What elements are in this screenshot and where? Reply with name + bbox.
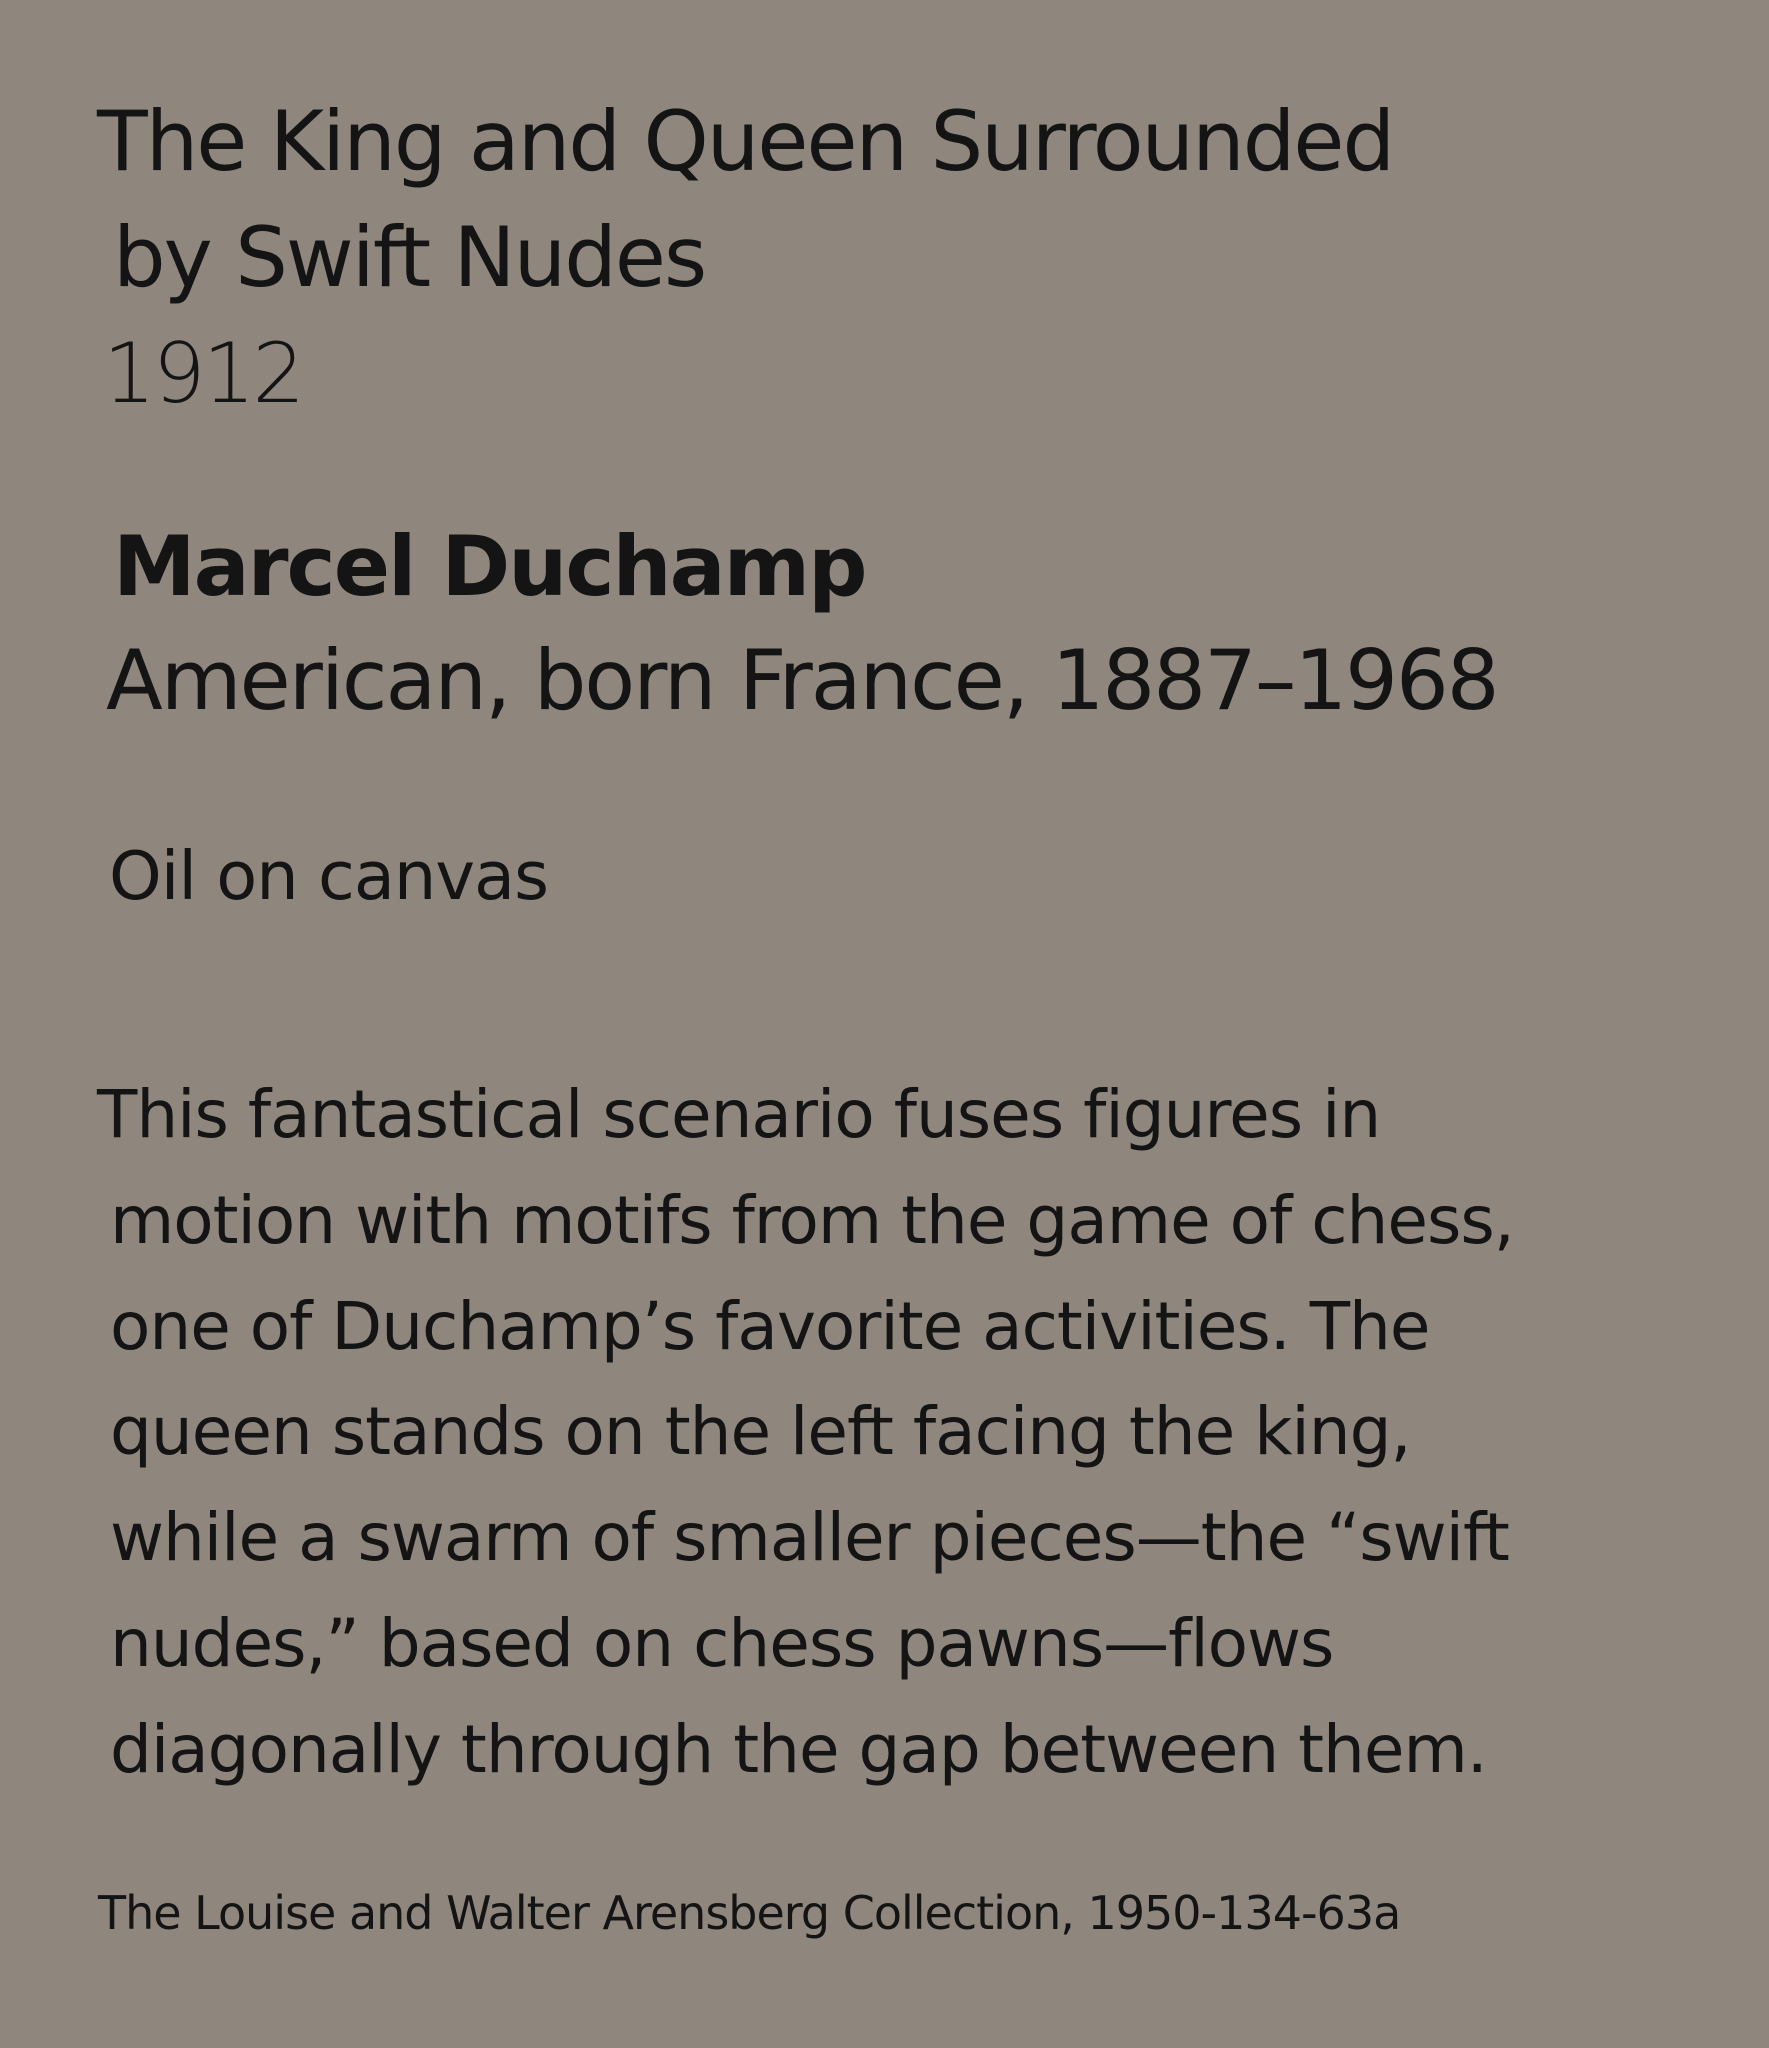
description-line: motion with motifs from the game of chess, [110, 1182, 1514, 1259]
artwork-year: 1912 [103, 325, 303, 422]
description-line: nudes,” based on chess pawns—flows [110, 1605, 1334, 1682]
description-line: This fantastical scenario fuses figures in [97, 1076, 1381, 1153]
description-line: queen stands on the left facing the king, [110, 1393, 1411, 1470]
artwork-title-line: The King and Queen Surrounded [97, 93, 1394, 190]
description-line: while a swarm of smaller pieces—the “swift [110, 1499, 1509, 1576]
artwork-title-line: by Swift Nudes [113, 209, 706, 306]
artwork-medium: Oil on canvas [109, 837, 548, 915]
artist-nationality-dates: American, born France, 1887–1968 [106, 632, 1498, 729]
artist-name: Marcel Duchamp [113, 518, 866, 615]
collection-credit-line: The Louise and Walter Arensberg Collection, 1950-134-63a [98, 1886, 1401, 1940]
description-line: diagonally through the gap between them. [110, 1711, 1487, 1788]
description-line: one of Duchamp’s favorite activities. The [110, 1288, 1430, 1365]
